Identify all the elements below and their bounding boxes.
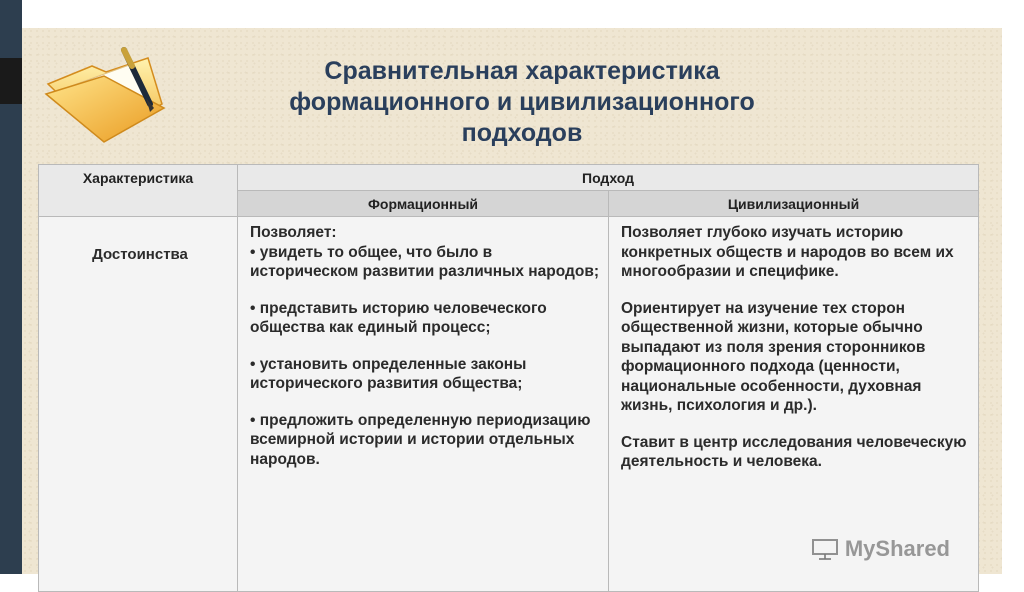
- title-line-2: формационного и цивилизационного: [289, 88, 755, 116]
- slide: [22, 28, 1002, 574]
- header-formational: Формационный: [238, 191, 609, 217]
- formational-paragraph: Позволяет: • увидеть то общее, что было в историческом развитии различных народов;: [250, 224, 600, 280]
- watermark-text: MyShared: [844, 536, 950, 561]
- presentation-icon: [811, 538, 839, 560]
- title-line-1: Сравнительная характеристика: [324, 57, 720, 85]
- watermark: [811, 536, 950, 562]
- row-label-advantages: Достоинства: [39, 217, 238, 592]
- slide-title: [212, 56, 832, 149]
- comparison-table: [38, 164, 978, 574]
- header-civilizational: Цивилизационный: [609, 191, 979, 217]
- civilizational-paragraph: Ориентирует на изучение тех сторон общественной жизни, которые обычно выпадают из поля зрения сторонников формационного подхода (ценности, национальные особенности, духовная жизнь, психология и др.).: [621, 299, 926, 414]
- header-characteristic: Характеристика: [39, 165, 238, 217]
- formational-paragraph: • представить историю человеческого общества как единый процесс;: [250, 299, 547, 336]
- title-line-3: подходов: [461, 119, 583, 147]
- formational-paragraph: • установить определенные законы исторического развития общества;: [250, 355, 527, 392]
- header-approach: Подход: [238, 165, 979, 191]
- civilizational-paragraph: Ставит в центр исследования человеческую деятельность и человека.: [621, 433, 967, 470]
- formational-paragraph: • предложить определенную периодизацию всемирной истории и истории отдельных народов.: [250, 411, 591, 468]
- formational-advantages-cell: [238, 217, 609, 592]
- left-side-marker: [0, 58, 22, 104]
- folder-with-pen-icon: [40, 46, 170, 146]
- civilizational-paragraph: Позволяет глубоко изучать историю конкретных обществ и народов во всем их многообразии и специфике.: [621, 224, 954, 280]
